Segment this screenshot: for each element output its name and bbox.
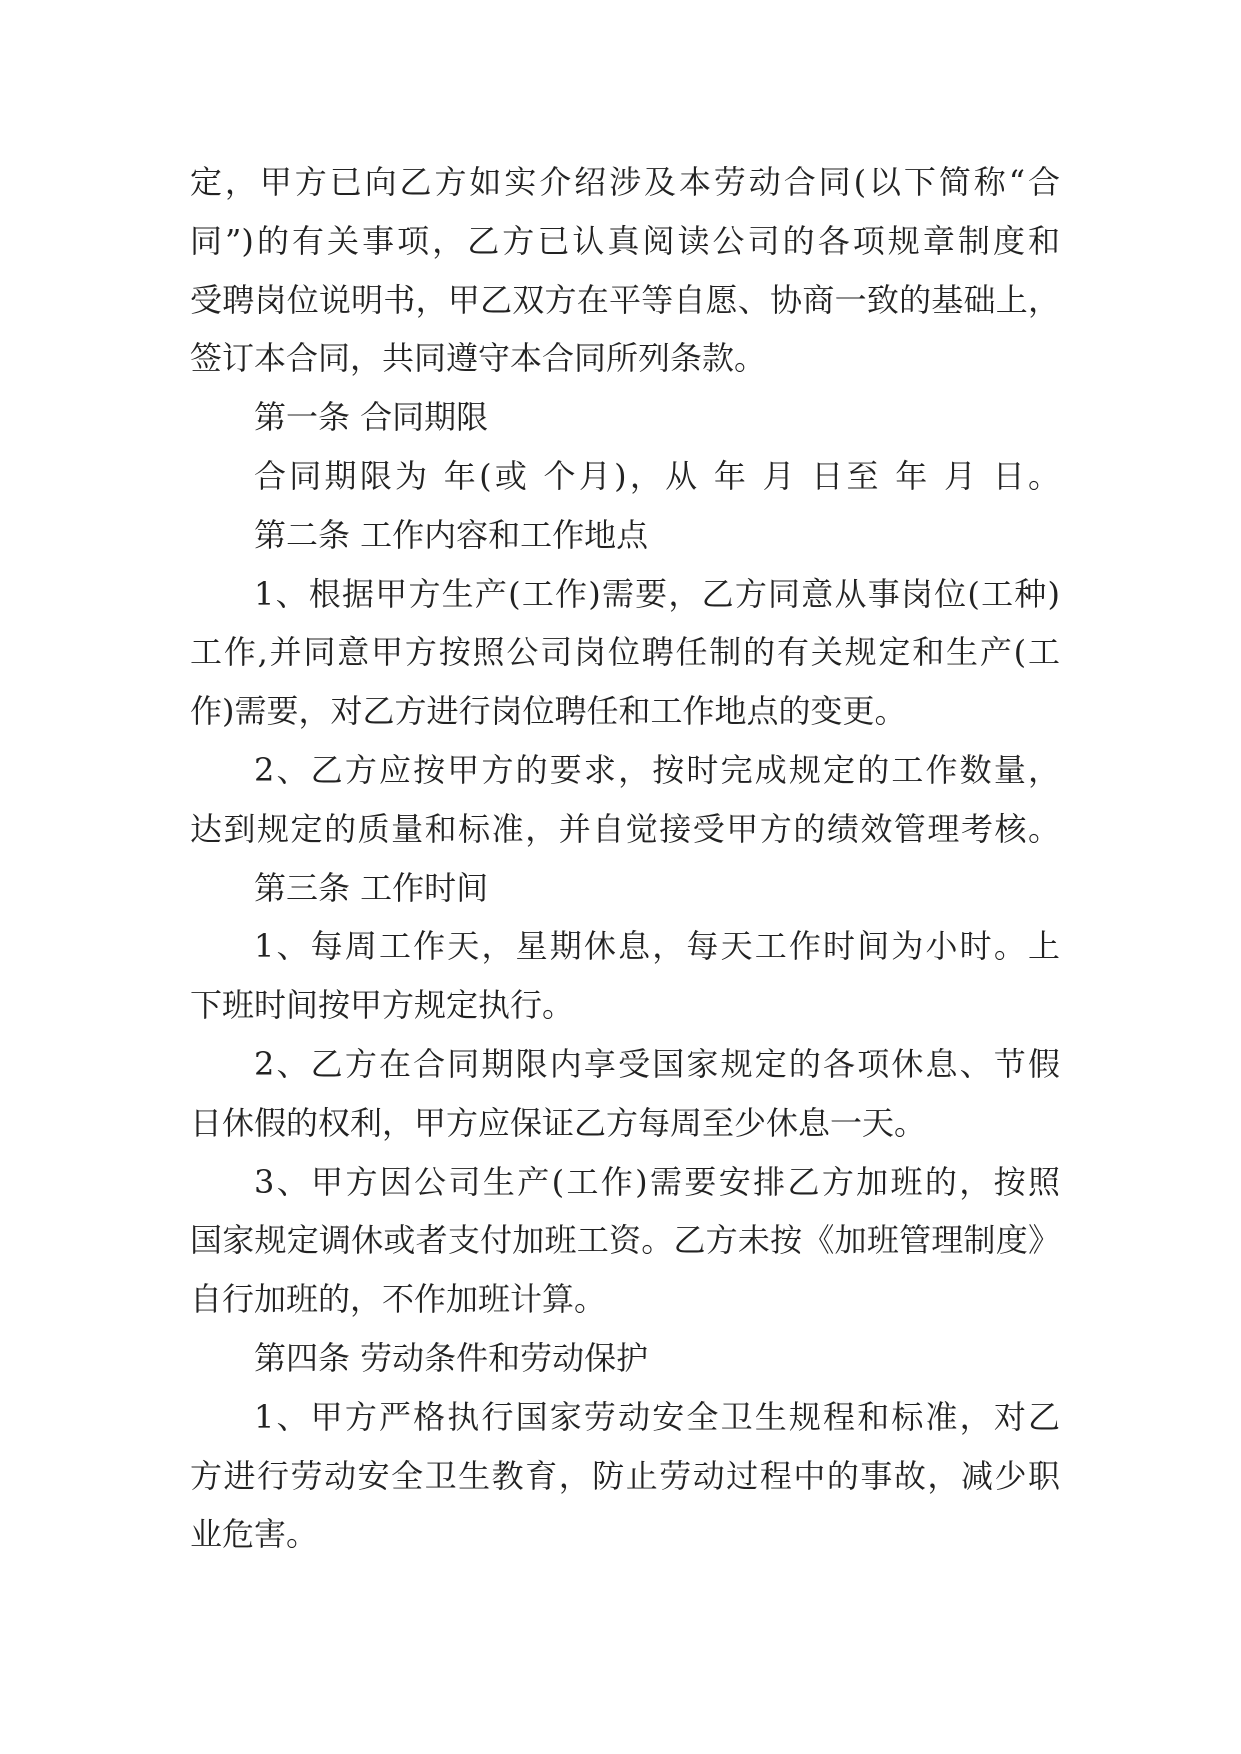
text-line-content: 作)需要，对乙方进行岗位聘任和工作地点的变更。 (190, 692, 907, 731)
text-line (190, 985, 1060, 1044)
text-line-content: 日休假的权利，甲方应保证乙方每周至少休息一天。 (190, 1103, 927, 1142)
text-line (190, 691, 1060, 750)
text-line-content: 第三条 工作时间 (254, 868, 489, 907)
text-line-content: 达到规定的质量和标准，并自觉接受甲方的绩效管理考核。 (190, 809, 1060, 848)
contract-body-text (190, 162, 1060, 1573)
text-line-content: 定，甲方已向乙方如实介绍涉及本劳动合同(以下简称“合 (190, 163, 1060, 201)
text-line-content: 2、乙方应按甲方的要求，按时完成规定的工作数量， (254, 750, 1060, 789)
text-line-content: 第四条 劳动条件和劳动保护 (254, 1338, 649, 1377)
text-line (190, 221, 1060, 280)
text-line (190, 1456, 1060, 1515)
text-line (190, 1397, 1060, 1456)
text-line (190, 280, 1060, 339)
text-line (190, 809, 1060, 868)
text-line (190, 162, 1060, 221)
text-line-content: 3、甲方因公司生产(工作)需要安排乙方加班的，按照 (254, 1162, 1060, 1201)
text-line-content: 同”)的有关事项，乙方已认真阅读公司的各项规章制度和 (190, 221, 1060, 260)
text-line-content: 业危害。 (190, 1515, 319, 1554)
text-line-content: 签订本合同，共同遵守本合同所列条款。 (190, 339, 767, 378)
text-line (190, 1338, 1060, 1397)
text-line (190, 1279, 1060, 1338)
text-line (190, 338, 1060, 397)
text-line (190, 632, 1060, 691)
text-line (190, 515, 1060, 574)
text-line-content: 1、根据甲方生产(工作)需要，乙方同意从事岗位(工种) (254, 574, 1060, 613)
text-line-content: 受聘岗位说明书，甲乙双方在平等自愿、协商一致的基础上， (190, 280, 1060, 319)
text-line (190, 1103, 1060, 1162)
text-line (190, 1162, 1060, 1221)
text-line-content: 第一条 合同期限 (254, 398, 489, 437)
text-line-content: 第二条 工作内容和工作地点 (254, 515, 649, 554)
text-line-content: 1、每周工作天，星期休息，每天工作时间为小时。上 (254, 927, 1060, 966)
text-line-content: 自行加班的，不作加班计算。 (190, 1280, 607, 1319)
text-line (190, 750, 1060, 809)
text-line-content: 方进行劳动安全卫生教育，防止劳动过程中的事故，减少职 (190, 1456, 1060, 1495)
text-line-content: 国家规定调休或者支付加班工资。乙方未按《加班管理制度》 (190, 1221, 1060, 1260)
text-line (190, 397, 1060, 456)
text-line-content: 1、甲方严格执行国家劳动安全卫生规程和标准，对乙 (254, 1397, 1060, 1436)
text-line (190, 1514, 1060, 1573)
text-line (190, 926, 1060, 985)
text-line (190, 868, 1060, 927)
text-line-content: 下班时间按甲方规定执行。 (190, 986, 575, 1025)
text-line (190, 1044, 1060, 1103)
text-line (190, 574, 1060, 633)
text-line-content: 合同期限为 年(或 个月)，从 年 月 日至 年 月 日。 (254, 456, 1060, 495)
text-line-content: 2、乙方在合同期限内享受国家规定的各项休息、节假 (254, 1044, 1060, 1083)
text-line-content: 工作,并同意甲方按照公司岗位聘任制的有关规定和生产(工 (190, 633, 1060, 672)
text-line (190, 1220, 1060, 1279)
text-line (190, 456, 1060, 515)
